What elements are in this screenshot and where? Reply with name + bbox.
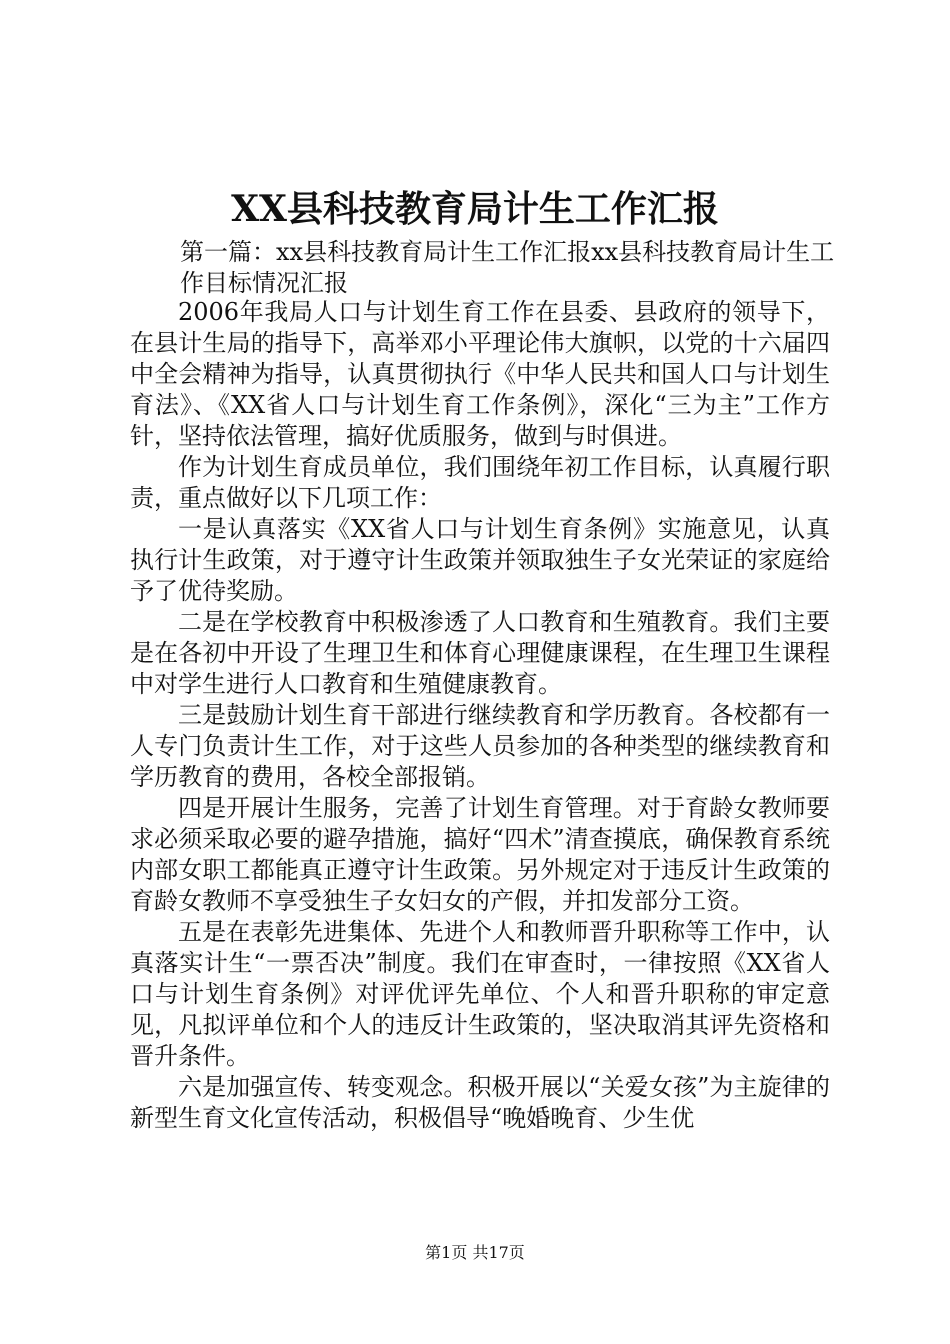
- paragraph: 一是认真落实《XX省人口与计划生育条例》实施意见，认真执行计生政策，对于遵守计生政策并领取独生子女光荣证的家庭给予了优待奖励。: [130, 515, 830, 605]
- paragraph: 五是在表彰先进集体、先进个人和教师晋升职称等工作中，认真落实计生“一票否决”制度。我们在审查时，一律按照《XX省人口与计划生育条例》对评优评先单位、个人和晋升职称的审定意见，凡拟评单位和个人的违反计生政策的，坚决取消其评先资格和晋升条件。: [130, 918, 830, 1070]
- paragraph: 三是鼓励计划生育干部进行继续教育和学历教育。各校都有一人专门负责计生工作，对于这些人员参加的各种类型的继续教育和学历教育的费用，各校全部报销。: [130, 701, 830, 791]
- paragraph: 六是加强宣传、转变观念。积极开展以“关爱女孩”为主旋律的新型生育文化宣传活动，积极倡导“晚婚晚育、少生优: [130, 1073, 830, 1132]
- paragraph: 作为计划生育成员单位，我们围绕年初工作目标，认真履行职责，重点做好以下几项工作：: [130, 453, 830, 512]
- document-subtitle: 第一篇：xx县科技教育局计生工作汇报xx县科技教育局计生工作目标情况汇报: [180, 238, 835, 297]
- paragraph: 四是开展计生服务，完善了计划生育管理。对于育龄女教师要求必须采取必要的避孕措施，搞好“四术”清查摸底，确保教育系统内部女职工都能真正遵守计生政策。另外规定对于违反计生政策的育龄女教师不享受独生子女妇女的产假，并扣发部分工资。: [130, 794, 830, 915]
- paragraph: 二是在学校教育中积极渗透了人口教育和生殖教育。我们主要是在各初中开设了生理卫生和体育心理健康课程，在生理卫生课程中对学生进行人口教育和生殖健康教育。: [130, 608, 830, 698]
- document-title: XX县科技教育局计生工作汇报: [231, 188, 719, 230]
- paragraph: 2006年我局人口与计划生育工作在县委、县政府的领导下，在县计生局的指导下，高举邓小平理论伟大旗帜，以党的十六届四中全会精神为指导，认真贯彻执行《中华人民共和国人口与计划生育法》、《XX省人口与计划生育工作条例》，深化“三为主”工作方针，坚持依法管理，搞好优质服务，做到与时俱进。: [130, 298, 830, 450]
- page-number-footer: 第1页 共17页: [425, 1243, 525, 1262]
- document-body: [130, 297, 830, 1134]
